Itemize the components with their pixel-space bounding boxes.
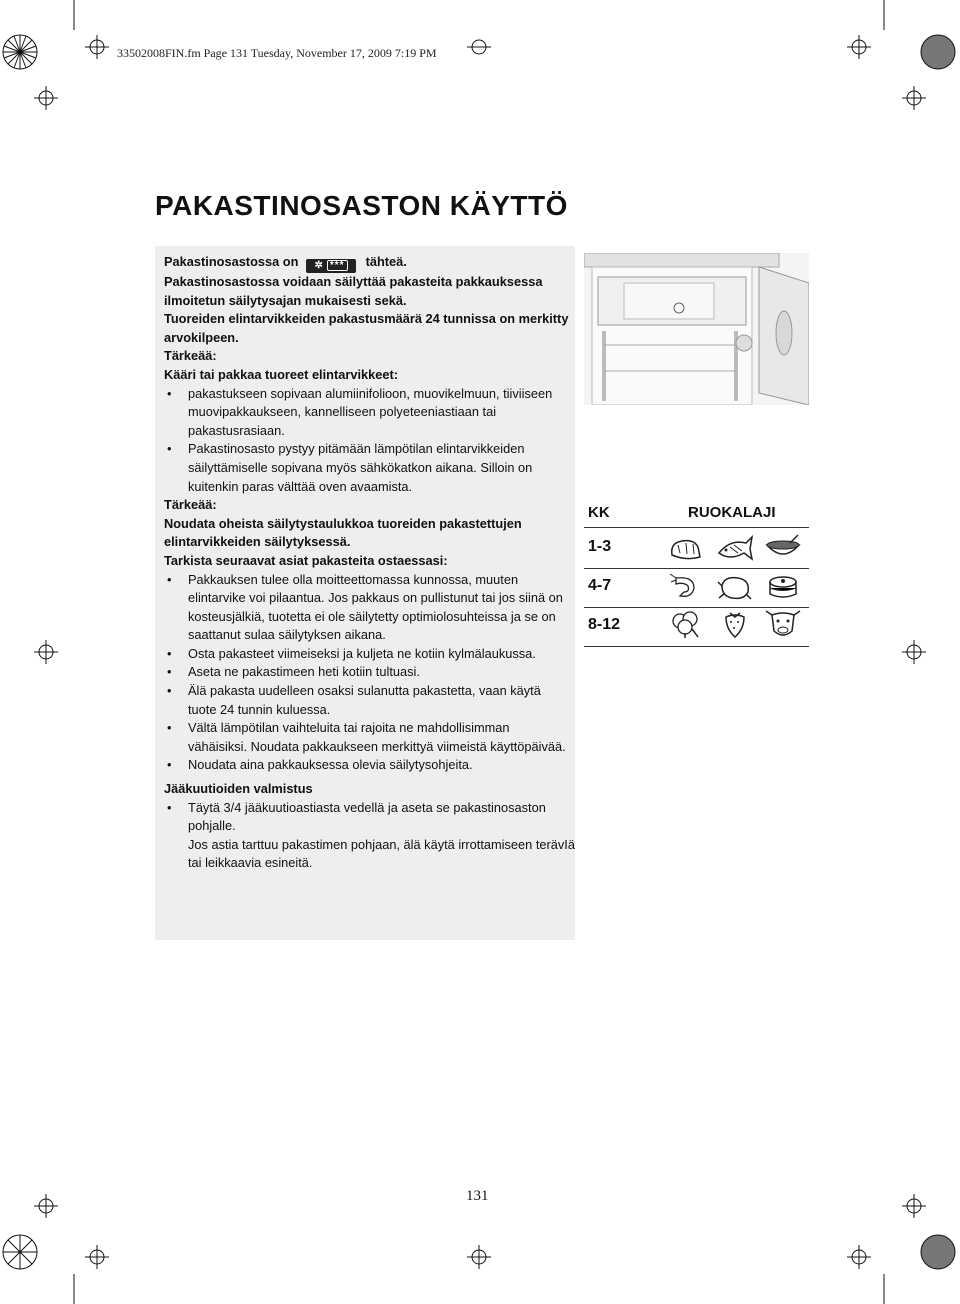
important-heading: Tärkeää: xyxy=(164,348,217,364)
ice-heading: Jääkuutioiden valmistus xyxy=(164,781,313,797)
list-item: • Täytä 3/4 jääkuutioastiasta vedellä ja aseta se pakastinosaston pohjalle. xyxy=(164,799,575,836)
list-item: • Pakkauksen tulee olla moitteettomassa kunnossa, muuten elintarvike voi pilaantua. Jos pakkaus on pullistunut tai jos siinä on kosteusjälkiä, tuotetta ei ole säilytetty optimiolosuhteissa ja se on saattanut sulaa säilytyksen aikana. xyxy=(164,571,575,645)
list-item: • Vältä lämpötilan vaihteluita tai rajoita ne mahdollisimman vähäisiksi. Noudata pakkaukseen merkittyä viimeistä käyttöpäivää. xyxy=(164,719,575,756)
list-item: • Pakastinosasto pystyy pitämään lämpötilan elintarvikkeiden säilyttämiselle sopivana myös sähkökatkon aikana. Silloin on kuitenkin paras välttää oven avaamista. xyxy=(164,440,575,496)
check-heading: Tarkista seuraavat asiat pakasteita ostaessasi: xyxy=(164,552,448,568)
table-divider xyxy=(584,527,809,528)
instructions-panel xyxy=(155,246,575,940)
wrap-subheading: Kääri tai pakkaa tuoreet elintarvikkeet: xyxy=(164,366,399,382)
list-item: • Noudata aina pakkauksessa olevia säilytysohjeita. xyxy=(164,756,575,775)
months-header: KK xyxy=(588,504,610,521)
list-item: • Aseta ne pakastimeen heti kotiin tultuasi. xyxy=(164,663,575,682)
months-4-7: 4-7 xyxy=(588,577,612,594)
table-divider xyxy=(584,646,809,647)
table-divider xyxy=(584,607,809,608)
chicken-icon xyxy=(716,572,754,602)
list-item: • pakastukseen sopivaan alumiinifolioon, muovikelmuun, tiiviiseen muovipakkaukseen, kannelliseen polyeteeniastiaan tai pakastusrasiaan. xyxy=(164,385,575,441)
fish-icon xyxy=(716,533,754,563)
freezer-photo xyxy=(584,253,809,405)
food-header: RUOKALAJI xyxy=(688,504,776,521)
intro-suffix: tähteä. xyxy=(365,254,407,269)
storage-note: Noudata oheista säilytystaulukkoa tuoreiden pakastettujen elintarvikkeiden säilytyksessä. xyxy=(164,515,522,550)
page-number: 131 xyxy=(466,1188,489,1204)
ice-note: Jos astia tarttuu pakastimen pohjaan, älä käytä irrottamiseen terävIä tai leikkaavia esineitä. xyxy=(188,836,575,871)
soup-bowl-icon xyxy=(764,533,802,563)
vegetables-icon xyxy=(668,609,706,639)
cake-icon xyxy=(764,572,802,602)
intro-line xyxy=(164,253,575,273)
cow-icon xyxy=(764,609,802,639)
running-head: 33502008FIN.fm Page 131 Tuesday, November 17, 2009 7:19 PM xyxy=(117,46,437,60)
bread-icon xyxy=(668,533,706,563)
shrimp-icon xyxy=(668,572,706,602)
ice-list xyxy=(164,799,575,836)
wrap-list xyxy=(164,385,575,497)
check-list xyxy=(164,571,575,776)
months-8-12: 8-12 xyxy=(588,616,621,633)
intro-line-2: Pakastinosastossa voidaan säilyttää pakasteita pakkauksessa ilmoitetun säilytysajan mukaisesti sekä. xyxy=(164,274,543,308)
intro-line-3: Tuoreiden elintarvikkeiden pakastusmäärä 24 tunnissa on merkitty arvokilpeen. xyxy=(164,311,569,345)
important-heading: Tärkeää: xyxy=(164,497,217,513)
page-title: PAKASTINOSASTON KÄYTTÖ xyxy=(155,190,568,221)
star-rating-icon: ✲ *** xyxy=(306,259,356,273)
table-divider xyxy=(584,568,809,569)
strawberry-icon xyxy=(716,609,754,639)
list-item: • Osta pakasteet viimeiseksi ja kuljeta ne kotiin kylmälaukussa. xyxy=(164,645,575,664)
intro-prefix: Pakastinosastossa on xyxy=(164,254,299,269)
months-1-3: 1-3 xyxy=(588,538,612,555)
list-item: • Älä pakasta uudelleen osaksi sulanutta pakastetta, vaan käytä tuote 24 tunnin kuluessa. xyxy=(164,682,575,719)
